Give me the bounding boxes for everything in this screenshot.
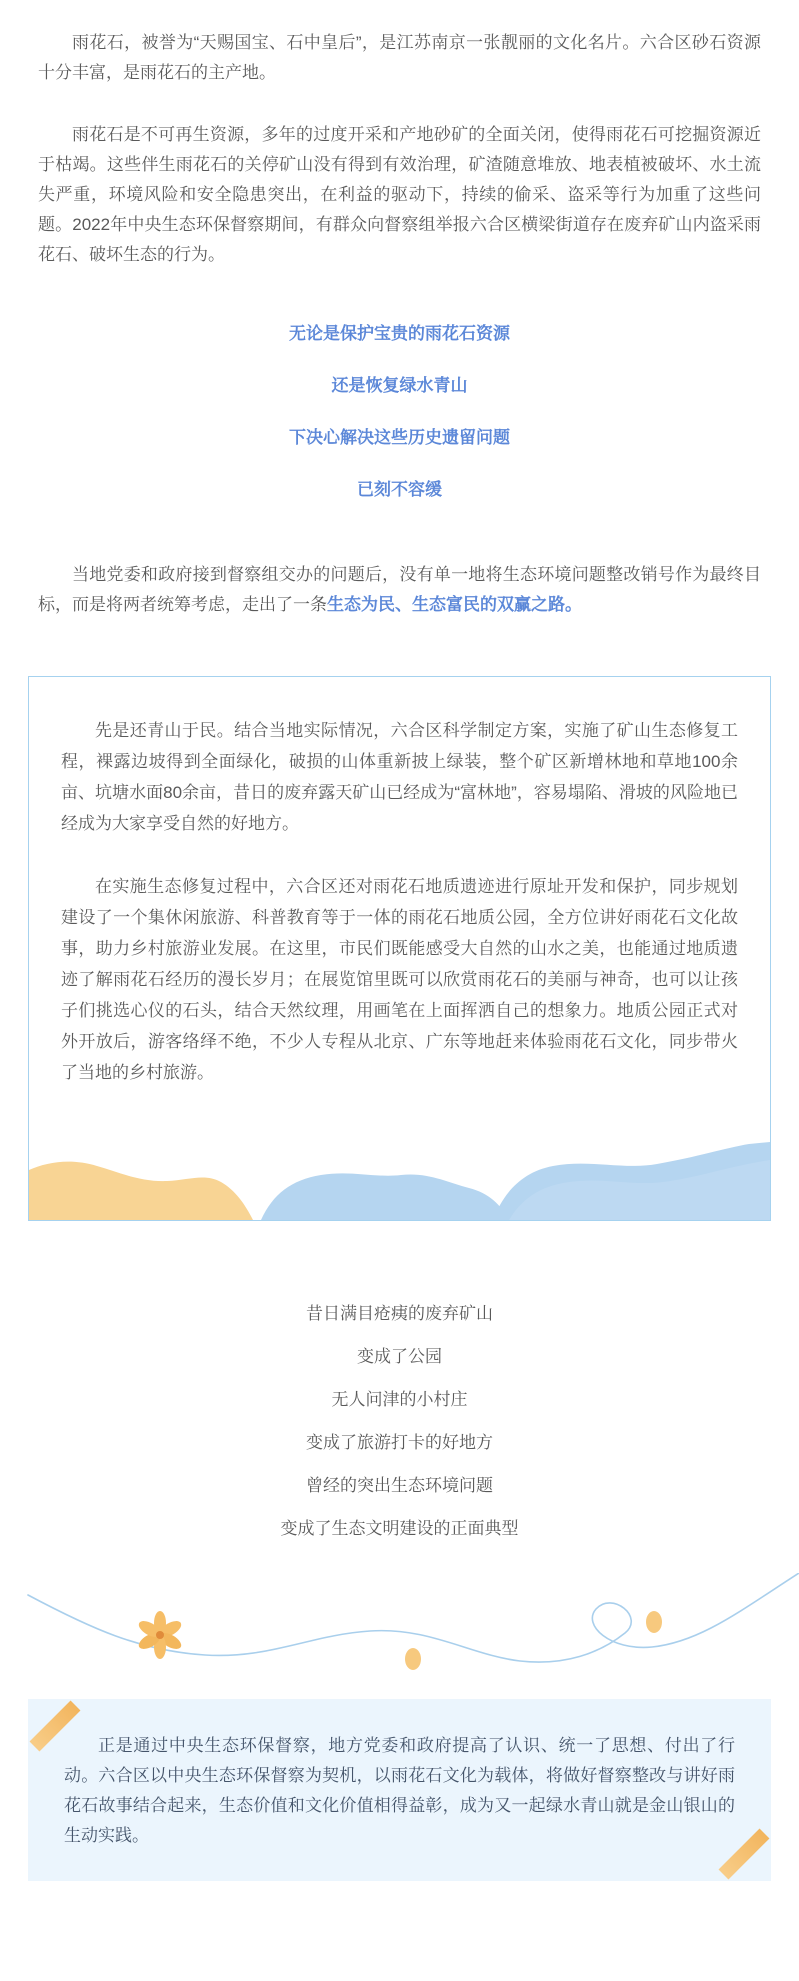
closing-card xyxy=(28,1699,771,1881)
card-paragraph-restore: 先是还青山于民。结合当地实际情况，六合区科学制定方案，实施了矿山生态修复工程，裸露边坡得到全面绿化，破损的山体重新披上绿装，整个矿区新增林地和草地100余亩、坑塘水面80余亩，昔日的废弃露天矿山已经成为“富林地”，容易塌陷、滑坡的风险地已经成为大家享受自然的好地方。 xyxy=(61,721,738,833)
intro-paragraph: 雨花石，被誉为“天赐国宝、石中皇后”，是江苏南京一张靓丽的文化名片。六合区砂石资源十分丰富，是雨花石的主产地。 xyxy=(38,33,761,82)
stanza-line: 已刻不容缓 xyxy=(357,480,442,499)
stanza-line: 变成了公园 xyxy=(357,1347,442,1366)
closing-paragraph: 正是通过中央生态环保督察，地方党委和政府提高了认识、统一了思想、付出了行动。六合区以中央生态环保督察为契机，以雨花石文化为载体，将做好督察整改与讲好雨花石故事结合起来，生态价值和文化价值相得益彰，成为又一起绿水青山就是金山银山的生动实践。 xyxy=(64,1736,735,1845)
stanza-line: 昔日满目疮痍的废弃矿山 xyxy=(306,1304,493,1323)
stanza-line: 变成了旅游打卡的好地方 xyxy=(306,1433,493,1452)
stanza-line: 变成了生态文明建设的正面典型 xyxy=(280,1519,519,1538)
blue-emphasis-stanza xyxy=(0,316,799,508)
watercolor-hills-decoration xyxy=(29,1142,770,1220)
stanza-line: 还是恢复绿水青山 xyxy=(331,376,468,395)
problem-paragraph: 雨花石是不可再生资源，多年的过度开采和产地砂矿的全面关闭，使得雨花石可挖掘资源近于枯竭。这些伴生雨花石的关停矿山没有得到有效治理，矿渣随意堆放、地表植被破坏、水土流失严重，环境风险和安全隐患突出，在利益的驱动下，持续的偷采、盗采等行为加重了这些问题。2022年中央生态环保督察期间，有群众向督察组举报六合区横梁街道存在废弃矿山内盗采雨花石、破坏生态的行为。 xyxy=(38,125,761,264)
dot-icon xyxy=(646,1611,662,1633)
stanza-line: 曾经的突出生态环境问题 xyxy=(306,1476,493,1495)
transformation-stanza xyxy=(0,1295,799,1547)
stanza-line: 下决心解决这些历史遗留问题 xyxy=(289,428,510,447)
dot-icon xyxy=(405,1648,421,1670)
stanza-line: 无人问津的小村庄 xyxy=(331,1390,468,1409)
response-text: 当地党委和政府接到督察组交办的问题后，没有单一地将生态环境问题整改销号作为最终目标，而是将两者统筹考虑，走出了一条 xyxy=(38,565,761,614)
response-paragraph xyxy=(38,560,761,620)
stanza-line: 无论是保护宝贵的雨花石资源 xyxy=(289,324,510,343)
restoration-card xyxy=(28,676,771,1221)
card-paragraph-park: 在实施生态修复过程中，六合区还对雨花石地质遗迹进行原址开发和保护，同步规划建设了一个集休闲旅游、科普教育等于一体的雨花石地质公园，全方位讲好雨花石文化故事，助力乡村旅游业发展。在这里，市民们既能感受大自然的山水之美，也能通过地质遗迹了解雨花石经历的漫长岁月；在展览馆里既可以欣赏雨花石的美丽与神奇，也可以让孩子们挑选心仪的石头，结合天然纹理，用画笔在上面挥洒自己的想象力。地质公园正式对外开放后，游客络绎不绝，不少人专程从北京、广东等地赶来体验雨花石文化，同步带火了当地的乡村旅游。 xyxy=(61,877,738,1082)
squiggle-divider xyxy=(0,1573,799,1685)
highlight-text: 生态为民、生态富民的双赢之路。 xyxy=(327,595,582,614)
